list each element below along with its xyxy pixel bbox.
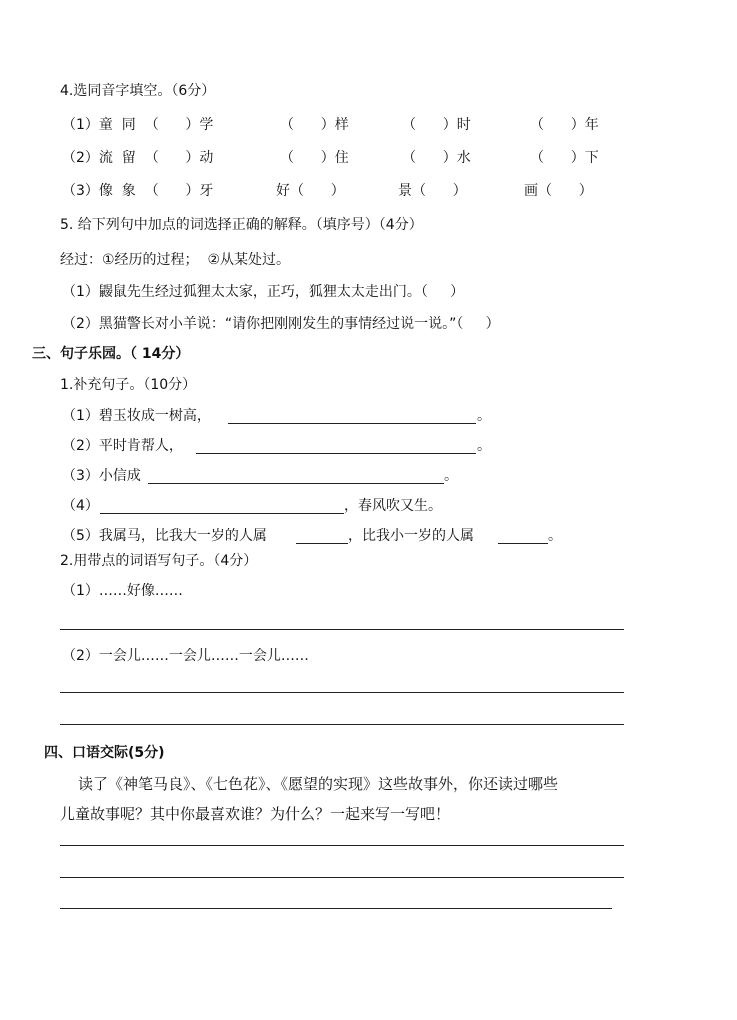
fill-blank-1[interactable]	[228, 423, 476, 424]
fill-item-5-post: 。	[548, 528, 562, 544]
fill-item-5-mid: ，比我小一岁的人属	[348, 528, 479, 544]
sec4-paragraph-line-1: 读了《神笔马良》、《七色花》、《愿望的实现》这些故事外，你还读过哪些	[78, 775, 559, 793]
fill-blank-5b[interactable]	[498, 543, 548, 544]
answer-line-4[interactable]	[60, 845, 624, 846]
sec4-title: 四、口语交际(5分)	[44, 745, 165, 761]
fill-item-1-post: 。	[477, 408, 491, 424]
q5-title: 5. 给下列句中加点的词选择正确的解释。（填序号）（4分）	[60, 217, 423, 233]
fill-item-5-pre: （5）我属马，比我大一岁的人属	[62, 528, 267, 544]
fill-item-4-post: ，春风吹又生。	[344, 498, 442, 514]
sec4-paragraph-line-2: 儿童故事呢？其中你最喜欢谁？为什么？一起来写一写吧！	[60, 805, 451, 823]
fill-blank-2[interactable]	[196, 453, 476, 454]
fill-item-3-post: 。	[444, 468, 458, 484]
q4-row3-b: 好（ ）	[276, 183, 345, 199]
q5-definition: 经过：①经历的过程； ②从某处过。	[60, 252, 291, 268]
q4-row2-c: （ ）水	[402, 150, 471, 166]
fill-item-1-pre: （1）碧玉妆成一树高，	[62, 408, 211, 424]
fill-blank-4[interactable]	[100, 513, 344, 514]
sec3-q2-item-2: （2）一会儿……一会儿……一会儿……	[62, 648, 309, 664]
sec3-q2-title: 2.用带点的词语写句子。（4分）	[60, 553, 258, 569]
fill-blank-3[interactable]	[148, 483, 444, 484]
sec3-q1-title: 1.补充句子。（10分）	[60, 377, 197, 393]
answer-line-3[interactable]	[60, 724, 624, 725]
q4-row2-d: （ ）下	[530, 150, 599, 166]
fill-item-4-pre: （4）	[62, 498, 99, 514]
fill-item-3-pre: （3）小信成	[62, 468, 141, 484]
q4-row1-a: （1）童 同 （ ）学	[62, 117, 214, 133]
q4-row1-c: （ ）时	[402, 117, 471, 133]
q4-row1-d: （ ）年	[530, 117, 599, 133]
q5-item-2: （2）黑猫警长对小羊说：“请你把刚刚发生的事情经过说一说。”（ ）	[62, 316, 500, 332]
q4-row3-a: （3）像 象 （ ）牙	[62, 183, 214, 199]
q4-row2-b: （ ）住	[280, 150, 349, 166]
fill-item-2-pre: （2）平时肯帮人，	[62, 438, 183, 454]
q4-row1-b: （ ）样	[280, 117, 349, 133]
answer-line-1[interactable]	[60, 629, 624, 630]
q5-item-1: （1）鼹鼠先生经过狐狸太太家，正巧，狐狸太太走出门。（ ）	[62, 284, 465, 300]
answer-line-5[interactable]	[60, 877, 624, 878]
sec3-title: 三、句子乐园。（ 14分）	[32, 346, 190, 362]
answer-line-6[interactable]	[60, 908, 612, 909]
q4-row2-a: （2）流 留 （ ）动	[62, 150, 214, 166]
q4-row3-d: 画（ ）	[524, 183, 593, 199]
q4-row3-c: 景（ ）	[398, 183, 467, 199]
q4-title: 4.选同音字填空。（6分）	[60, 83, 216, 99]
answer-line-2[interactable]	[60, 692, 624, 693]
fill-item-2-post: 。	[477, 438, 491, 454]
sec3-q2-item-1: （1）……好像……	[62, 583, 183, 599]
fill-blank-5a[interactable]	[296, 543, 348, 544]
